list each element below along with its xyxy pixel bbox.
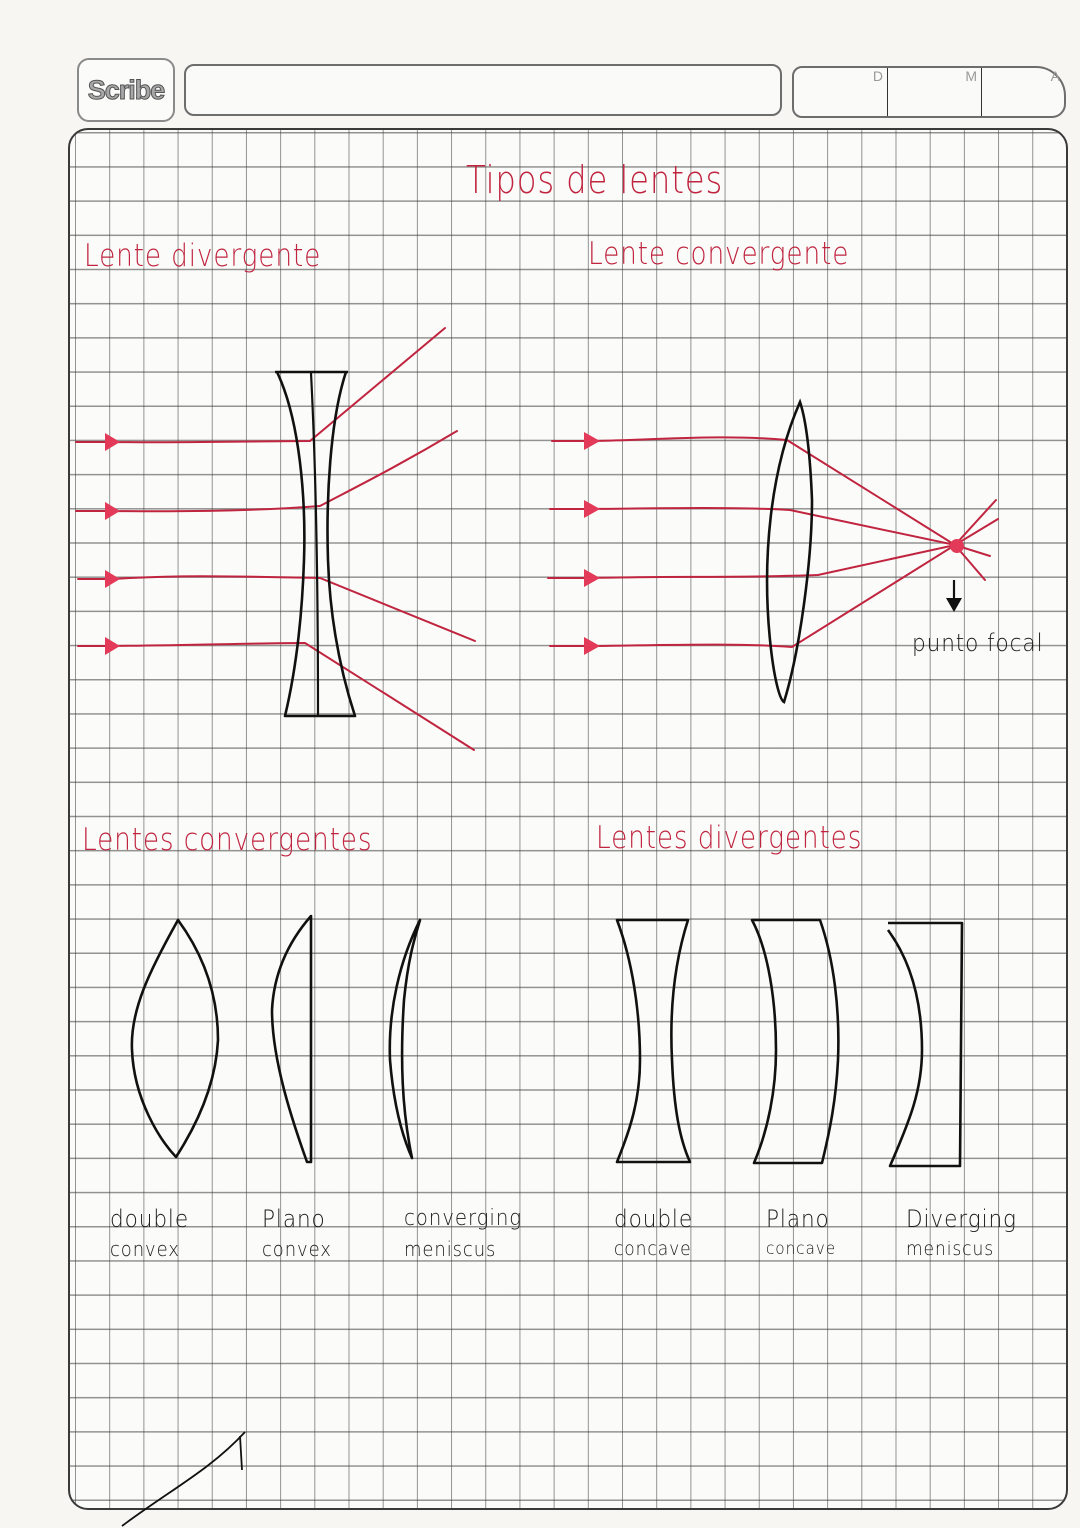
month-label: M (965, 68, 977, 84)
year-label: A (1050, 68, 1060, 84)
ray-4 (78, 643, 474, 750)
label-line2: meniscus (906, 1238, 995, 1260)
label-line1: double (614, 1205, 694, 1233)
converging-meniscus-lens-shape (390, 920, 420, 1158)
label-line1: Diverging (906, 1205, 1017, 1233)
diverging-lens-diagram (76, 328, 475, 750)
diverging-lens-types (617, 920, 962, 1166)
converging-lens-types (132, 916, 420, 1162)
label-line1: converging (404, 1206, 523, 1231)
heading-diverging-lens: Lente divergente (84, 238, 322, 274)
ray-3 (78, 576, 475, 641)
converging-lens-diagram (548, 402, 998, 702)
label-line2: meniscus (404, 1237, 497, 1261)
label-line1: double (110, 1205, 190, 1233)
plano-convex-lens-shape (272, 916, 311, 1162)
brand-logo-text: Scribe (87, 74, 165, 105)
ray-2 (550, 508, 998, 545)
page-title: Tipos de lentes (466, 158, 724, 202)
day-label: D (872, 68, 883, 84)
focal-point-dot (950, 539, 964, 553)
stray-pen-mark (122, 1432, 245, 1526)
label-line2: concave (766, 1239, 837, 1259)
label-line2: concave (614, 1238, 692, 1260)
plano-concave-lens-shape (752, 920, 838, 1163)
label-line1: Plano (766, 1205, 830, 1233)
heading-converging-lens: Lente convergente (588, 236, 850, 272)
label-line2: convex (262, 1237, 332, 1261)
double-concave-lens-shape (617, 920, 690, 1162)
arrow-down-icon (946, 580, 962, 612)
ray-arrows (105, 433, 120, 655)
heading-converging-lenses: Lentes convergentes (82, 822, 373, 858)
focal-point-label: punto focal (912, 629, 1044, 657)
label-line1: Plano (262, 1205, 326, 1233)
heading-diverging-lenses: Lentes divergentes (596, 820, 863, 856)
ray-1 (76, 328, 445, 442)
label-line2: convex (110, 1237, 180, 1261)
diverging-lens-outline (275, 372, 355, 716)
converging-lens-outline (767, 402, 812, 702)
double-convex-lens-shape (132, 920, 218, 1157)
diverging-meniscus-lens-shape (888, 923, 962, 1166)
